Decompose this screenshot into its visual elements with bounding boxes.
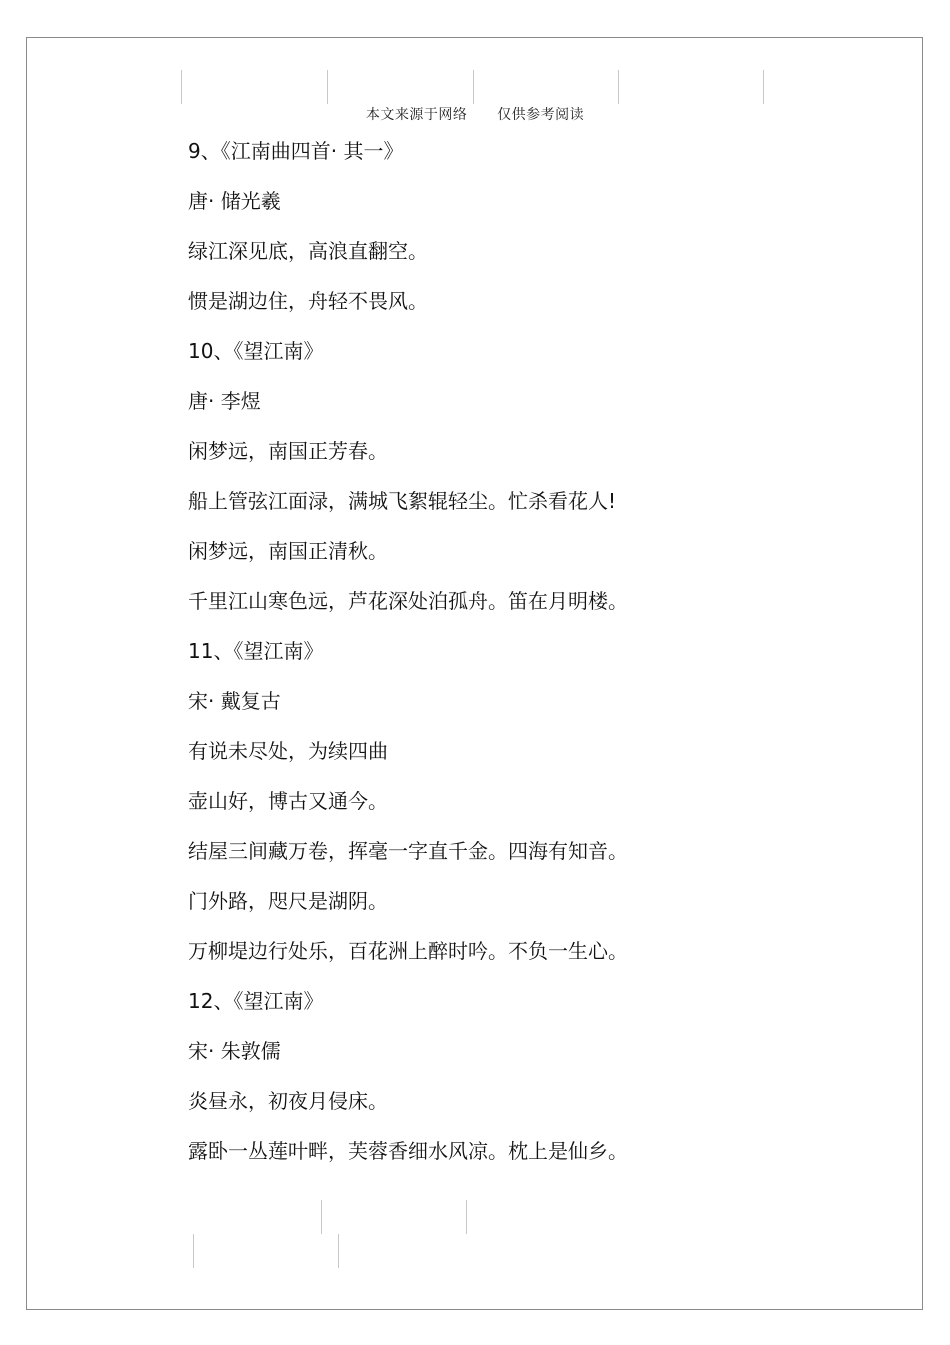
- poem-author-12: 宋· 朱敦儒: [188, 1039, 281, 1063]
- top-rule-1: [181, 70, 182, 104]
- bottom-rule-2: [466, 1200, 467, 1234]
- poem-line: 结屋三间藏万卷，挥毫一字直千金。四海有知音。: [188, 839, 628, 863]
- poem-line: 门外路，咫尺是湖阴。: [188, 889, 388, 913]
- page-header: 本文来源于网络 仅供参考阅读: [365, 107, 585, 123]
- poem-author-9: 唐· 储光羲: [188, 189, 281, 213]
- poem-author-10: 唐· 李煜: [188, 389, 261, 413]
- poem-line: 船上管弦江面渌，满城飞絮辊轻尘。忙杀看花人!: [188, 489, 617, 513]
- top-rule-5: [763, 70, 764, 104]
- poem-line: 惯是湖边住，舟轻不畏风。: [188, 289, 428, 313]
- poem-title-10: 10、《望江南》: [188, 339, 324, 363]
- poem-line: 炎昼永，初夜月侵床。: [188, 1089, 388, 1113]
- poem-title-9: 9、《江南曲四首· 其一》: [188, 139, 404, 163]
- document-body: [188, 138, 808, 1188]
- poem-title-12: 12、《望江南》: [188, 989, 324, 1013]
- top-rule-3: [473, 70, 474, 104]
- poem-line: 绿江深见底，高浪直翻空。: [188, 239, 428, 263]
- bottom-rule-1: [321, 1200, 322, 1234]
- poem-line: 闲梦远，南国正清秋。: [188, 539, 388, 563]
- poem-line: 万柳堤边行处乐，百花洲上醉时吟。不负一生心。: [188, 939, 628, 963]
- poem-line: 有说未尽处，为续四曲: [188, 739, 388, 763]
- top-rule-2: [327, 70, 328, 104]
- poem-author-11: 宋· 戴复古: [188, 689, 281, 713]
- poem-line: 千里江山寒色远，芦花深处泊孤舟。笛在月明楼。: [188, 589, 628, 613]
- poem-line: 露卧一丛莲叶畔，芙蓉香细水风凉。枕上是仙乡。: [188, 1139, 628, 1163]
- poem-line: 壶山好，博古又通今。: [188, 789, 388, 813]
- poem-line: 闲梦远，南国正芳春。: [188, 439, 388, 463]
- top-rule-4: [618, 70, 619, 104]
- bottom-rule-3: [193, 1234, 194, 1268]
- bottom-rule-4: [338, 1234, 339, 1268]
- poem-title-11: 11、《望江南》: [188, 639, 324, 663]
